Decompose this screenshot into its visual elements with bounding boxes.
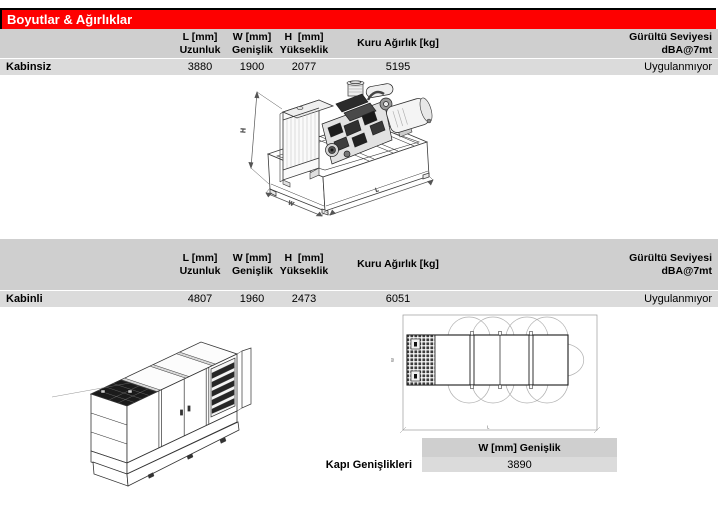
col-header-width: W [mm] Genişlik (232, 251, 273, 277)
col-header-noise-level: Gürültü Seviyesi dBA@7mt (629, 251, 712, 277)
col-header-length: L [mm] Uzunluk (179, 251, 221, 277)
value-noise: Uygulanmıyor (644, 293, 712, 305)
plan-length-label: L (487, 424, 490, 430)
value-height: 2077 (291, 61, 317, 73)
col-header-length: L [mm] Uzunluk (179, 30, 221, 56)
door-widths-row-label: Kapı Genişlikleri (325, 458, 412, 471)
value-width: 1960 (239, 293, 265, 305)
row-label: Kabinli (6, 293, 43, 305)
dim-w-label: W (287, 200, 295, 208)
open-set-data-row (0, 59, 718, 75)
col-header-width: W [mm] Genişlik (232, 30, 273, 56)
col-header-empty (0, 29, 168, 58)
value-height: 2473 (291, 293, 317, 305)
value-dry-weight: 5195 (385, 61, 411, 73)
open-genset-drawing (240, 80, 500, 230)
open-set-table-header (0, 29, 718, 58)
col-header-dry-weight: Kuru Ağırlık [kg] (357, 37, 439, 49)
row-label: Kabinsiz (6, 61, 52, 73)
section-title: Boyutlar & Ağırlıklar (7, 12, 133, 27)
plan-canopy-body (407, 332, 568, 389)
dim-l-label: L (374, 187, 380, 194)
section-title-bar (0, 8, 716, 31)
canopied-set-data-row (0, 291, 718, 307)
value-length: 4807 (187, 293, 213, 305)
col-header-height: H [mm] Yükseklik (279, 251, 329, 277)
plan-width-label: W (390, 358, 395, 362)
col-header-dry-weight: Kuru Ağırlık [kg] (357, 258, 439, 270)
exhaust-outlet (347, 81, 364, 96)
value-length: 3880 (187, 61, 213, 73)
col-header-noise-level: Gürültü Seviyesi dBA@7mt (629, 30, 712, 56)
canopy-genset-drawing (52, 322, 257, 497)
door-widths-value: 3890 (422, 457, 617, 472)
col-header-empty (0, 239, 168, 290)
value-noise: Uygulanmıyor (644, 61, 712, 73)
open-door-panel (237, 348, 251, 411)
col-header-height: H [mm] Yükseklik (279, 30, 329, 56)
dim-h-label: H (240, 127, 248, 134)
alternator (385, 96, 435, 137)
door-widths-col-header: W [mm] Genişlik (422, 438, 617, 457)
door-handle (188, 406, 190, 411)
canopy-plan-drawing (390, 310, 620, 435)
value-dry-weight: 6051 (385, 293, 411, 305)
door-handle (181, 410, 183, 415)
value-width: 1900 (239, 61, 265, 73)
canopied-set-table-header (0, 239, 718, 290)
